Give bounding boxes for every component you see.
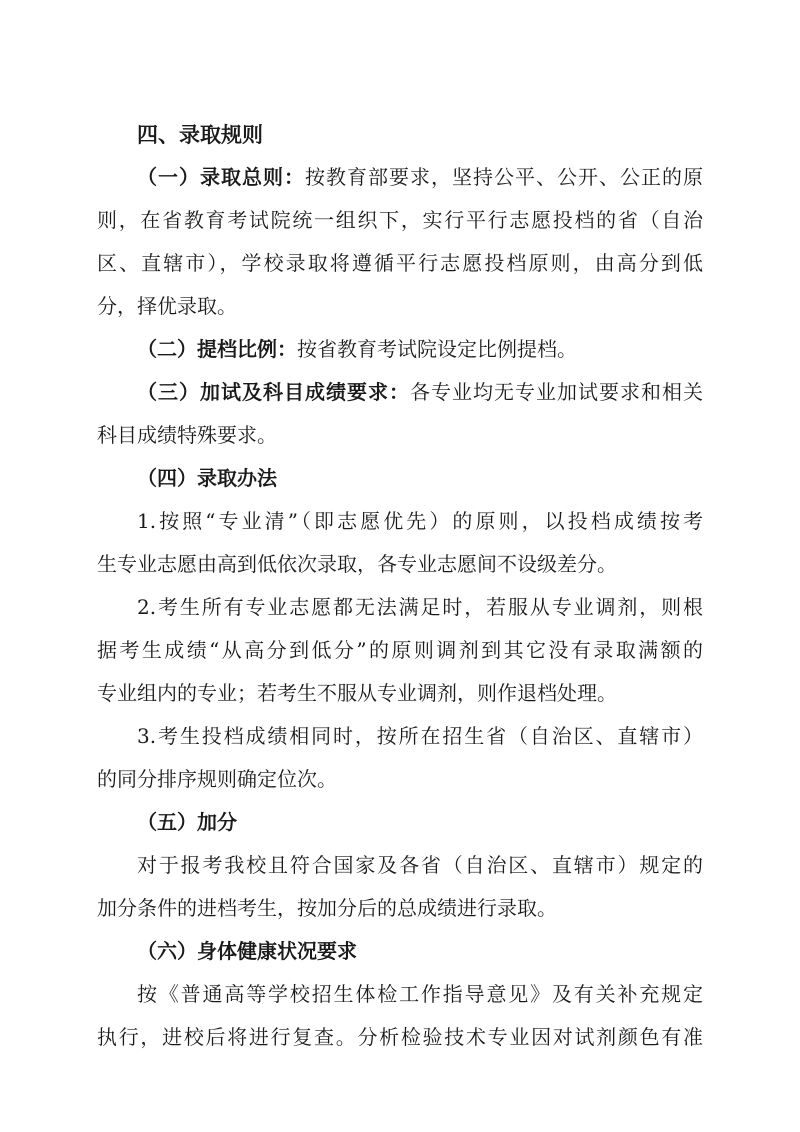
rule4-item1-line2: 生专业志愿由高到低依次录取，各专业志愿间不设级差分。: [97, 552, 617, 576]
rule4-item2-line2: 据考生成绩“从高分到低分”的原则调剂到其它没有录取满额的: [97, 638, 703, 662]
rule1-line4: 分，择优录取。: [97, 294, 237, 318]
rule1-label: （一）录取总则：: [137, 165, 305, 189]
rule6-line1: 按《普通高等学校招生体检工作指导意见》及有关补充规定: [137, 982, 703, 1006]
rule6-line2: 执行，进校后将进行复查。分析检验技术专业因对试剂颜色有准: [97, 1025, 703, 1049]
rule6-label: （六）身体健康状况要求: [137, 939, 357, 963]
rule1-line1: [137, 163, 703, 191]
rule3-label: （三）加试及科目成绩要求：: [137, 380, 410, 404]
rule3-line2: 科目成绩特殊要求。: [97, 423, 277, 447]
rule2-text: 按省教育考试院设定比例提档。: [297, 337, 577, 361]
rule4-item2-line1: 2.考生所有专业志愿都无法满足时，若服从专业调剂，则根: [137, 595, 703, 619]
rule4-item1-line1: 1.按照“专业清”（即志愿优先）的原则，以投档成绩按考: [137, 509, 703, 533]
rule3-text: 各专业均无专业加试要求和相关: [410, 380, 703, 404]
rule1-line3: 区、直辖市），学校录取将遵循平行志愿投档原则，由高分到低: [97, 251, 703, 275]
rule4-label: （四）录取办法: [137, 466, 277, 490]
rule4-item3-line1: 3.考生投档成绩相同时，按所在招生省（自治区、直辖市）: [137, 724, 703, 748]
rule1-text: 按教育部要求，坚持公平、公开、公正的原: [305, 165, 703, 189]
rule2-line1: [137, 335, 577, 363]
rule5-label: （五）加分: [137, 810, 237, 834]
rule4-item2-line3: 专业组内的专业；若考生不服从专业调剂，则作退档处理。: [97, 681, 617, 705]
rule5-line1: 对于报考我校且符合国家及各省（自治区、直辖市）规定的: [137, 853, 703, 877]
rule5-line2: 加分条件的进档考生，按加分后的总成绩进行录取。: [97, 896, 557, 920]
rule1-line2: 则，在省教育考试院统一组织下，实行平行志愿投档的省（自治: [97, 208, 703, 232]
section-title: 四、录取规则: [137, 123, 263, 147]
rule4-item3-line2: 的同分排序规则确定位次。: [97, 767, 337, 791]
rule2-label: （二）提档比例：: [137, 337, 297, 361]
rule3-line1: [137, 378, 703, 406]
